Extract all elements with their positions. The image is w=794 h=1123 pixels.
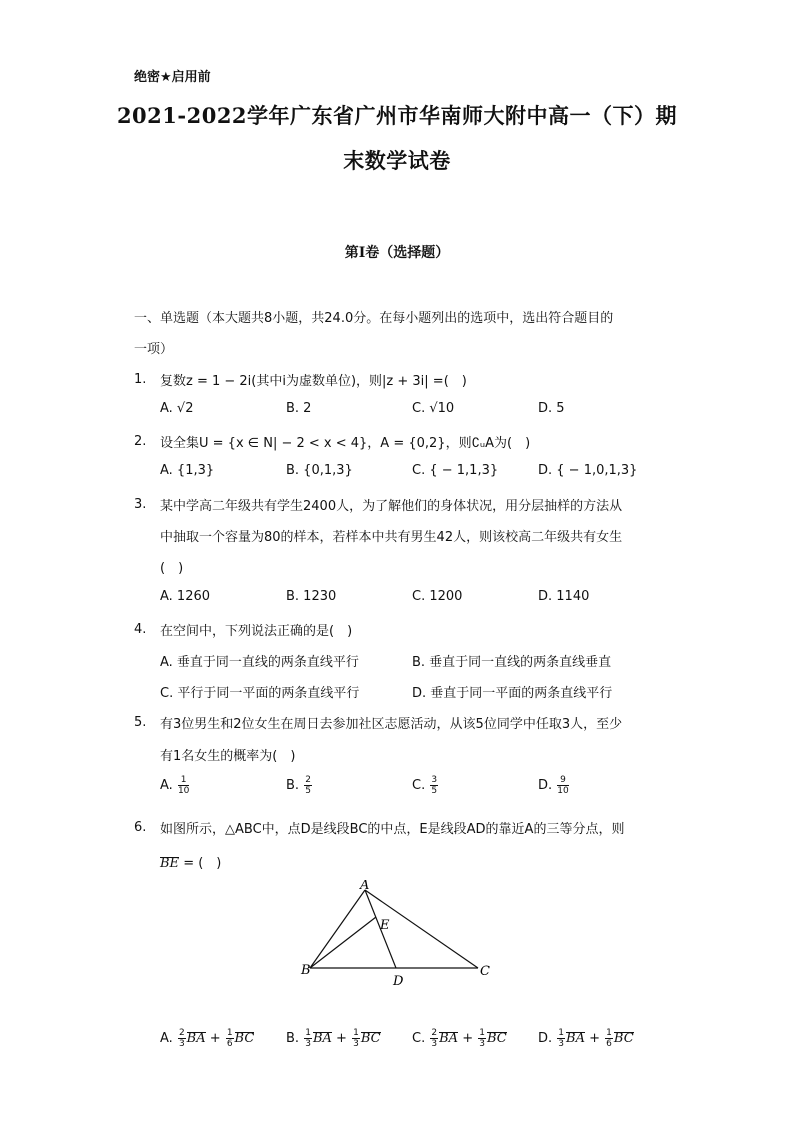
- question-6-number: 6.: [134, 820, 147, 835]
- q6-option-a: A. $\frac{2}{3}$ BA + $\frac{1}{6}$ BC: [160, 1028, 255, 1049]
- question-5-text-line2: 有1名女生的概率为( ): [160, 749, 296, 764]
- fraction: $\frac{1}{6}$: [606, 1028, 612, 1049]
- fraction: $\frac{2}{3}$: [431, 1028, 438, 1049]
- question-5-text-line1: 有3位男生和2位女生在周日去参加社区志愿活动，从该5位同学中任取3人，至少: [160, 717, 623, 732]
- vector-ba: BA: [186, 1031, 206, 1046]
- q2-option-c: C. { − 1,1,3}: [412, 463, 499, 478]
- vector-bc: BC: [360, 1031, 381, 1046]
- q2-option-d: D. { − 1,0,1,3}: [538, 463, 638, 478]
- fraction: $\frac{9}{10}$: [557, 775, 569, 796]
- q1-option-d: D. 5: [538, 401, 565, 416]
- q1-option-c: C. √10: [412, 401, 455, 416]
- q5-option-b: B. $\frac{2}{5}$: [286, 775, 311, 796]
- fraction: $\frac{1}{10}$: [177, 775, 190, 796]
- question-3-text-line1: 某中学高二年级共有学生2400人，为了解他们的身体状况，用分层抽样的方法从: [160, 499, 623, 514]
- q6-option-b: B. $\frac{1}{3}$ BA + $\frac{1}{3}$ BC: [286, 1028, 381, 1049]
- question-6-text-line1: 如图所示，△ABC中，点D是线段BC的中点，E是线段AD的靠近A的三等分点，则: [160, 822, 625, 837]
- label-b: B: [301, 963, 311, 978]
- q4-option-b: B. 垂直于同一直线的两条直线垂直: [412, 655, 612, 670]
- secret-label: 绝密★启用前: [134, 70, 211, 85]
- segment-ab: [310, 890, 365, 968]
- instructions-line2: 一项）: [134, 342, 174, 357]
- fraction: $\frac{1}{3}$: [305, 1028, 311, 1049]
- question-2-text: 设全集U = {x ∈ N| − 2 < x < 4}，A = {0,2}，则∁ᵤA为( ): [160, 436, 531, 451]
- section-heading: 第I卷（选择题）: [344, 245, 450, 261]
- segment-be: [310, 917, 376, 968]
- exam-title-line2: 末数学试卷: [343, 148, 451, 173]
- instructions-line1: 一、单选题（本大题共8小题，共24.0分。在每小题列出的选项中，选出符合题目的: [134, 311, 614, 326]
- question-4-number: 4.: [134, 622, 147, 637]
- q1-option-a: A. √2: [160, 401, 194, 416]
- q2-option-b: B. {0,1,3}: [286, 463, 353, 478]
- question-3-text-line2: 中抽取一个容量为80的样本，若样本中共有男生42人，则该校高二年级共有女生: [160, 530, 623, 545]
- vector-be: BE: [160, 856, 180, 871]
- fraction: $\frac{1}{3}$: [353, 1028, 359, 1049]
- fraction: $\frac{3}{5}$: [431, 775, 438, 796]
- vector-bc: BC: [486, 1031, 507, 1046]
- q5-option-d: D. $\frac{9}{10}$: [538, 775, 569, 796]
- fraction: $\frac{1}{6}$: [226, 1028, 233, 1049]
- question-4-text: 在空间中，下列说法正确的是( ): [160, 624, 353, 639]
- question-2-number: 2.: [134, 434, 147, 449]
- q3-option-a: A. 1260: [160, 589, 211, 604]
- label-a: A: [360, 880, 370, 893]
- vector-ba: BA: [439, 1031, 459, 1046]
- question-5-number: 5.: [134, 715, 147, 730]
- label-d: D: [393, 974, 404, 989]
- triangle-figure: [296, 880, 496, 990]
- fraction: $\frac{1}{3}$: [479, 1028, 485, 1049]
- label-c: C: [480, 964, 490, 979]
- q4-option-a: A. 垂直于同一直线的两条直线平行: [160, 655, 359, 670]
- q5-option-c: C. $\frac{3}{5}$: [412, 775, 438, 796]
- label-e: E: [380, 918, 390, 933]
- fraction: $\frac{2}{3}$: [178, 1028, 185, 1049]
- fraction: $\frac{2}{5}$: [305, 775, 311, 796]
- q4-option-c: C. 平行于同一平面的两条直线平行: [160, 686, 360, 701]
- q1-option-b: B. 2: [286, 401, 312, 416]
- q5-option-a: A. $\frac{1}{10}$: [160, 775, 190, 796]
- q6-option-c: C. $\frac{2}{3}$ BA + $\frac{1}{3}$ BC: [412, 1028, 507, 1049]
- question-3-text-line3: ( ): [160, 561, 184, 576]
- vector-bc: BC: [613, 1031, 634, 1046]
- q3-option-d: D. 1140: [538, 589, 590, 604]
- vector-ba: BA: [312, 1031, 332, 1046]
- vector-bc: BC: [234, 1031, 255, 1046]
- q4-option-d: D. 垂直于同一平面的两条直线平行: [412, 686, 613, 701]
- q3-option-b: B. 1230: [286, 589, 337, 604]
- vector-ba: BA: [566, 1031, 585, 1046]
- question-6-text-line2: BE = ( ): [160, 856, 222, 871]
- exam-title-line1: 2021-2022学年广东省广州市华南师大附中高一（下）期: [116, 103, 678, 128]
- question-3-number: 3.: [134, 497, 147, 512]
- question-1-text: 复数z = 1 − 2i(其中i为虚数单位)，则|z + 3i| =( ): [160, 374, 467, 389]
- fraction: $\frac{1}{3}$: [558, 1028, 565, 1049]
- q6-option-d: D. $\frac{1}{3}$ BA + $\frac{1}{6}$ BC: [538, 1028, 634, 1049]
- q3-option-c: C. 1200: [412, 589, 463, 604]
- q2-option-a: A. {1,3}: [160, 463, 215, 478]
- question-1-number: 1.: [134, 372, 147, 387]
